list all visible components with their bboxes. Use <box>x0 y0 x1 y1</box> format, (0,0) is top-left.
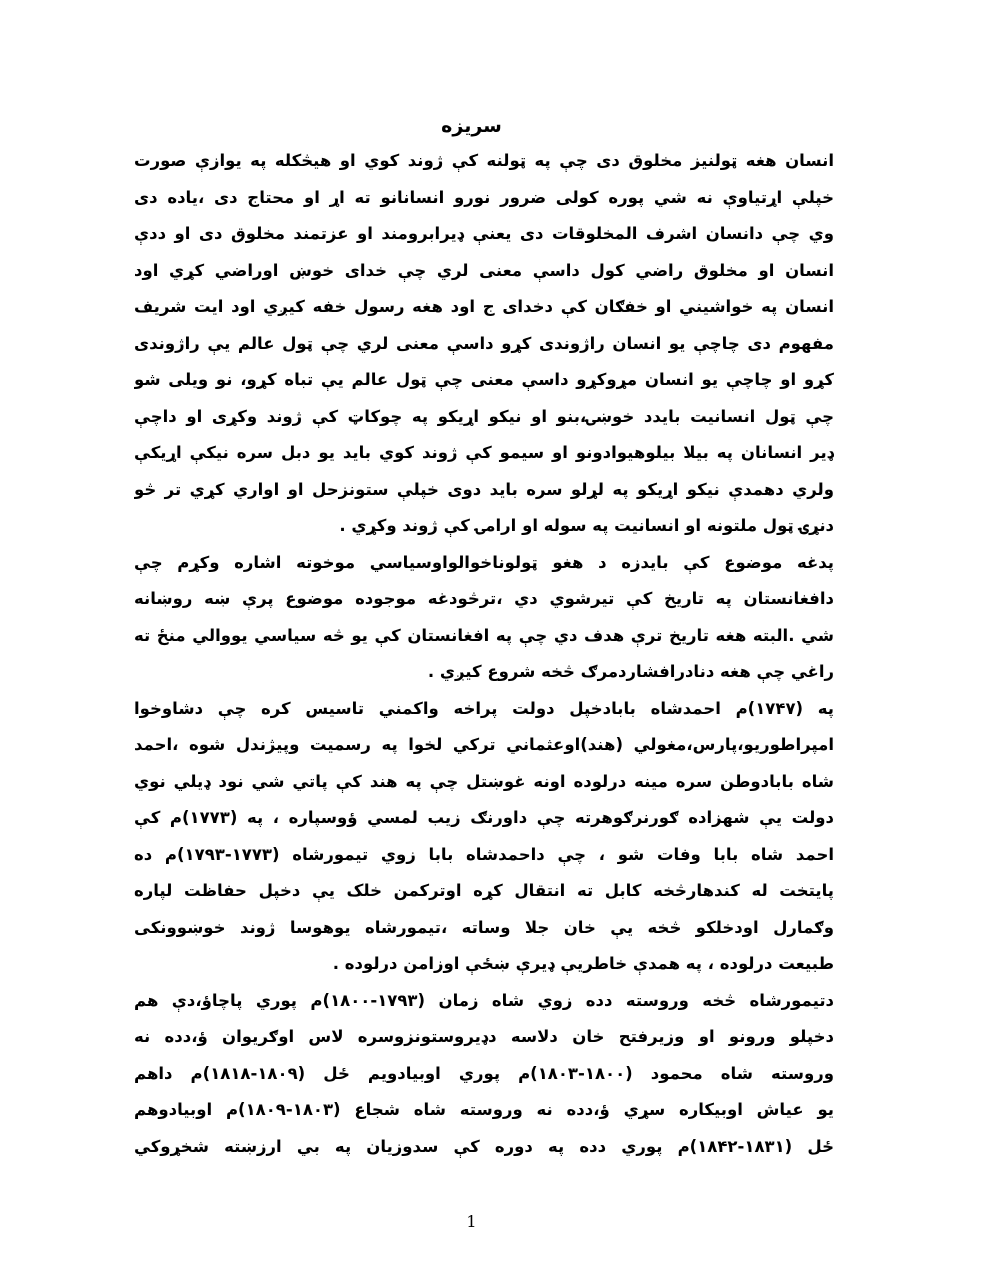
text-line: کړو او چاچې یو انسان مړوکړو داسې معنی چې ټول عالم یې تباه کړو، نو ویلی شو <box>134 370 834 389</box>
text-line: ډیر انسانان په بیلا بیلوهیوادونو او سیمو کې ژوند کوي باید یو دبل سره نیکې اړیکې <box>134 443 834 462</box>
text-line: وګمارل اودخلکو څخه یې خان جلا وساته ،تیمورشاه یوهوسا ژوند خوښوونکی <box>134 917 834 937</box>
text-line: یو عیاش اوبیکاره سړي ؤ،دده نه وروسته شاه شجاع (۱۸۰۳-۱۸۰۹)م اوبیادوهم <box>134 1100 834 1119</box>
document-title <box>0 112 987 140</box>
text-line: انسان په خواشیني او خفګان کې دخدای ج اود هغه رسول خفه کیږي اود ایت شریف <box>134 297 834 316</box>
text-line: وروسته شاه محمود (۱۸۰۰-۱۸۰۳)م پوري اوبیادویم ځل (۱۸۰۹-۱۸۱۸)م داهم <box>134 1063 834 1083</box>
text-line: مفهوم دی چاچې یو انسان راژوندی کړو داسې معنی لري چې ټول عالم یې راژوندی <box>134 333 834 353</box>
text-line: دتیمورشاه څخه وروسته دده زوي شاه زمان (۱۷۹۳-۱۸۰۰)م پوري پاچاؤ،دې هم <box>134 990 834 1010</box>
text-line: انسان هغه ټولنیز مخلوق دی چې په ټولنه کې ژوند کوي او هیڅکله په یوازې صورت <box>134 151 834 170</box>
text-line: ولري دهمدې نیکو اړیکو په لړلو سره باید دوی خپلې ستونزحل او اواري کړي تر څو <box>134 479 834 499</box>
text-line: پایتخت له کندهارڅخه کابل ته انتقال کړه اوترکمن خلک یې دخپل حفاظت لپاره <box>134 881 834 900</box>
text-line: راغي چې هغه دنادرافشاردمرګ څخه شروع کیږي . <box>427 662 834 681</box>
text-line: پدغه موضوع کې بایدزه د هغو ټولوناخوالواوسیاسي موخوته اشاره وکړم چې <box>134 552 834 572</box>
text-line: وي چې دانسان اشرف المخلوقات دی یعنې ډیرابرومند او عزتمند مخلوق دی او ددې <box>134 224 834 243</box>
text-line: چې ټول انسانیت بایدد خوښۍ،بنو او نیکو اړیکو په چوکاټ کې ژوند وکړی او داچې <box>134 406 834 426</box>
text-line: شي .البته هغه تاریخ ترې هدف دي چې په افغانستان کې یو څه سیاسي یووالي منځ ته <box>134 625 834 645</box>
page-number: 1 <box>466 1212 477 1231</box>
text-line: ځل (۱۸۳۱-۱۸۴۲)م پوري دده په دوره کې سدوزیان په بي ارزښته شخړوکي <box>134 1136 834 1156</box>
text-line: دافغانستان په تاریخ کې تیرشوي دي ،ترڅودغه موجوده موضوع پرې ښه روښانه <box>134 589 834 608</box>
text-line: شاه بابادوطن سره مینه درلوده اونه غوښتل چې په هند کې پاتي شي نود ډیلي نوي <box>134 771 834 791</box>
text-line: دولت یې شهزاده ګورنرګوهرته چې داورنګ زیب لمسي ؤوسپاره ، په (۱۷۷۳)م کې <box>134 808 834 827</box>
text-line: په (۱۷۴۷)م احمدشاه بابادخپل دولت پراخه واکمني تاسیس کره چې دشاوخوا <box>134 698 834 718</box>
text-line: احمد شاه بابا وفات شو ، چې داحمدشاه بابا زوي تیمورشاه (۱۷۷۳-۱۷۹۳)م ده <box>134 844 834 864</box>
document-title-text: سریزه <box>441 115 502 137</box>
text-line: طبیعت درلوده ، په همدې خاطریې ډیرې ښځې اوزامن درلوده . <box>332 954 834 973</box>
text-line: خپلې اړتیاوې نه شي پوره کولی ضرور نورو انسانانو ته اړ او محتاج دی ،یاده دی <box>134 187 834 207</box>
text-line: انسان او مخلوق راضي کول داسې معنی لري چې خدای خوښ اوراضي کړي اود <box>134 260 834 280</box>
body-text <box>134 143 834 1165</box>
text-line: دنړۍ ټول ملتونه او انسانیت په سوله او ارامۍ کې ژوند وکړي . <box>339 516 834 535</box>
text-line: دخپلو ورونو او وزیرفتح خان دلاسه دډیروستونزوسره لاس اوګریوان ؤ،دده نه <box>134 1027 834 1046</box>
text-line: امپراطوریو،پارس،مغولي (هند)اوعثماني ترکي لخوا په رسمیت وپیژندل شوه ،احمد <box>134 735 834 754</box>
